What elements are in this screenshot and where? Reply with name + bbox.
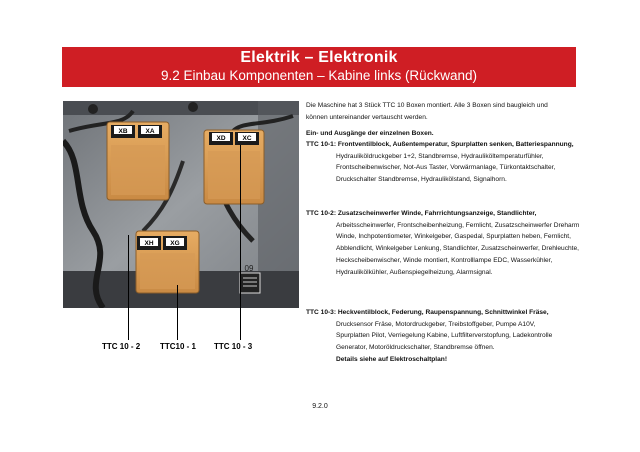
ttc10-1-line: Hydrauliköldruckgeber 1+2, Standbremse, Hydrauliköltemperaturfühler, xyxy=(336,152,544,160)
ttc10-2-line: TTC 10-2: Zusatzscheinwerfer Winde, Fahrrichtungsanzeige, Standlichter, xyxy=(306,210,537,217)
ttc10-3-line: Drucksensor Fräse, Motordruckgeber, Treibstoffgeber, Pumpe A10V, xyxy=(336,320,536,328)
ttc10-3-line: Generator, Motoröldruckschalter, Standbremse öffnen. xyxy=(336,344,495,352)
page-number: 9.2.0 xyxy=(312,403,328,410)
ttc-box-left xyxy=(107,122,169,200)
callout-ttc10-2: TTC 10 - 2 xyxy=(102,342,141,351)
box-label-xh: XH xyxy=(144,240,154,247)
box-label-xd: XD xyxy=(216,135,226,142)
ttc10-3-block xyxy=(306,307,588,366)
ttc10-1-block xyxy=(306,139,588,186)
page-subtitle: 9.2 Einbau Komponenten – Kabine links (Rückwand) xyxy=(161,68,477,83)
callout-ttc10-3: TTC 10 - 3 xyxy=(214,342,253,351)
intro-line-1: Die Maschine hat 3 Stück TTC 10 Boxen montiert. Alle 3 Boxen sind baugleich und xyxy=(306,102,548,109)
ttc10-3-line: Spurplatten Pilot, Verriegelung Kabine, Luftfilterverstopfung, Ladekontrolle xyxy=(336,332,553,340)
page-title: Elektrik – Elektronik xyxy=(240,49,398,66)
section-heading: Ein- und Ausgänge der einzelnen Boxen. xyxy=(306,130,434,138)
sticker-number: 09 xyxy=(244,264,254,273)
box-label-xc: XC xyxy=(242,135,252,142)
cabin-photo-illustration xyxy=(63,101,299,308)
callout-line-ttc10-3 xyxy=(240,145,241,340)
callout-line-ttc10-1 xyxy=(177,285,178,340)
ttc-box-bottom xyxy=(136,231,199,293)
ttc10-2-line: Heckscheibenwischer, Winde montiert, Kontrolllampe EDC, Wasserkühler, xyxy=(336,256,553,264)
cabin-photo xyxy=(63,101,299,308)
ttc10-2-block xyxy=(306,208,588,278)
ttc10-2-line: Hydraulikölkühler, Außenspiegelheizung, Alarmsignal. xyxy=(336,268,493,276)
callout-line-ttc10-2 xyxy=(128,235,129,340)
ttc10-1-line: TTC 10-1: Frontventilblock, Außentemperatur, Spurplatten senken, Batteriespannung, xyxy=(306,141,574,148)
ttc10-3-line: TTC 10-3: Heckventilblock, Federung, Raupenspannung, Schnittwinkel Fräse, xyxy=(306,309,549,316)
ttc10-1-line: Frontscheibenwischer, Not-Aus Taster, Vorwärmanlage, Türkontaktschalter, xyxy=(336,164,556,172)
box-label-xa: XA xyxy=(145,128,155,135)
callout-ttc10-1: TTC10 - 1 xyxy=(160,342,197,351)
footer-note: Details siehe auf Elektroschaltplan! xyxy=(336,355,448,363)
ttc10-1-line: Druckschalter Standbremse, Hydraulikölstand, Signalhorn. xyxy=(336,176,507,184)
description-text xyxy=(306,100,588,140)
intro-line-2: können untereinander vertauscht werden. xyxy=(306,113,428,121)
ttc10-2-line: Abblendlicht, Winkelgeber Lenkung, Standlichter, Zusatzscheinwerfer, Drehleuchte, xyxy=(336,245,580,253)
ttc-box-right xyxy=(204,130,264,204)
box-label-xg: XG xyxy=(170,240,180,247)
ttc10-2-line: Arbeitsscheinwerfer, Frontscheibenheizung, Fernlicht, Zusatzscheinwerfer Dreharm xyxy=(336,221,580,229)
ttc10-2-line: Winde, Inchpotentiometer, Winkelgeber, Gaspedal, Spurplatten heben, Fernlicht, xyxy=(336,233,571,241)
box-label-xb: XB xyxy=(118,128,128,135)
title-banner xyxy=(62,47,576,87)
